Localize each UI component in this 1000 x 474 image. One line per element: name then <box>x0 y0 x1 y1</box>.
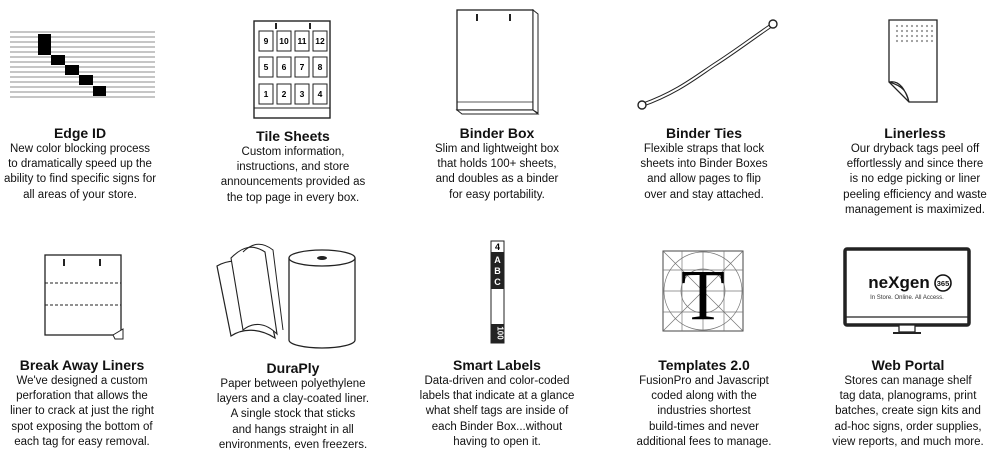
feature-desc-line: batches, create sign kits and <box>835 405 981 418</box>
feature-desc-line: ability to find specific signs for <box>3 173 157 186</box>
feature-desc-line: additional fees to manage. <box>636 435 772 448</box>
feature-desc-line: A single stock that sticks <box>230 408 356 421</box>
feature-title: Edge ID <box>53 125 107 141</box>
feature-smart-labels <box>397 357 597 450</box>
feature-templates <box>604 357 804 450</box>
feature-title: Linerless <box>884 125 946 141</box>
feature-desc-line: perforation that allows the <box>16 390 148 403</box>
feature-desc-line: liner to crack at just the right <box>10 405 154 418</box>
tile-label: 1 <box>263 89 269 99</box>
smart-label-char: B <box>494 266 501 276</box>
feature-desc-line: environments, even freezers. <box>218 438 368 451</box>
smart-label-char: 4 <box>494 242 501 252</box>
feature-desc-line: is no edge picking or liner <box>849 173 981 186</box>
tile-label: 2 <box>281 89 287 99</box>
feature-desc-line: Paper between polyethylene <box>220 378 366 390</box>
tile-label: 7 <box>299 62 305 72</box>
feature-desc-line: announcements provided as <box>220 176 366 189</box>
feature-title: Binder Ties <box>666 125 742 141</box>
tile-sheets-icon <box>253 20 333 125</box>
feature-desc-line: Data-driven and color-coded <box>424 375 570 387</box>
feature-desc-line: for easy portability. <box>449 188 545 201</box>
feature-desc-line: effortlessly and since there <box>846 158 984 171</box>
feature-tile-sheets <box>193 128 393 206</box>
tile-label: 9 <box>263 36 269 46</box>
feature-desc-line: ad-hoc signs, order supplies, <box>834 420 982 433</box>
tile-label: 3 <box>299 89 305 99</box>
smart-label-char: A <box>494 255 501 265</box>
linerless-icon <box>885 16 945 113</box>
feature-title: Tile Sheets <box>256 128 330 144</box>
feature-desc-line: the top page in every box. <box>226 191 360 204</box>
feature-desc-line: to dramatically speed up the <box>8 158 152 171</box>
feature-desc-line: and allow pages to flip <box>647 173 761 186</box>
feature-binder-box <box>397 125 597 203</box>
tile-label: 10 <box>279 36 289 46</box>
feature-title: Web Portal <box>871 357 945 373</box>
tile-label: 8 <box>317 62 323 72</box>
binder-box-icon <box>455 8 545 123</box>
feature-desc-line: Flexible straps that lock <box>643 143 765 155</box>
tile-label: 12 <box>315 36 325 46</box>
feature-desc-line: what shelf tags are inside of <box>425 405 569 418</box>
feature-desc-line: layers and a clay-coated liner. <box>216 393 370 406</box>
feature-desc-line: peeling efficiency and waste <box>843 188 987 201</box>
feature-title: Smart Labels <box>453 357 541 373</box>
smart-labels-icon <box>490 240 506 351</box>
feature-desc-line: all areas of your store. <box>23 188 137 201</box>
portal-logo: neXgen <box>868 273 930 292</box>
feature-web-portal <box>808 357 1000 450</box>
feature-duraply <box>193 360 393 453</box>
templates-icon <box>662 250 746 339</box>
tile-label: 11 <box>297 36 307 46</box>
feature-desc-line: that holds 100+ sheets, <box>437 158 557 171</box>
feature-linerless <box>815 125 1000 218</box>
binder-ties-icon <box>636 15 786 120</box>
feature-desc-line: sheets into Binder Boxes <box>640 158 768 171</box>
web-portal-icon <box>843 245 973 345</box>
feature-desc-line: build-times and never <box>649 420 759 433</box>
feature-desc-line: each Binder Box...without <box>431 420 563 433</box>
tile-label: 5 <box>263 62 269 72</box>
break-away-liners-icon <box>43 253 128 348</box>
feature-desc-line: Stores can manage shelf <box>844 375 972 387</box>
feature-desc-line: Slim and lightweight box <box>434 143 559 155</box>
feature-desc-line: and hangs straight in all <box>232 423 354 436</box>
feature-desc-line: view reports, and much more. <box>832 435 984 448</box>
smart-label-char: 100 <box>495 326 505 340</box>
feature-desc-line: Custom information, <box>241 146 345 158</box>
feature-desc-line: coded along with the <box>651 390 757 403</box>
feature-desc-line: We've designed a custom <box>16 375 148 387</box>
feature-break-away-liners <box>0 357 182 450</box>
smart-label-char: C <box>494 277 501 287</box>
templates-glyph: T <box>681 255 725 335</box>
feature-desc-line: having to open it. <box>453 435 541 448</box>
feature-desc-line: tag data, planograms, print <box>839 390 977 403</box>
feature-desc-line: over and stay attached. <box>644 188 764 201</box>
feature-title: Templates 2.0 <box>658 357 750 373</box>
edge-id-icon <box>10 28 155 105</box>
tile-label: 4 <box>317 89 323 99</box>
feature-desc-line: labels that indicate at a glance <box>419 390 575 403</box>
portal-tagline: In Store. Online. All Access. <box>870 295 944 301</box>
feature-binder-ties <box>604 125 804 203</box>
feature-edge-id <box>0 125 180 203</box>
feature-desc-line: and doubles as a binder <box>435 173 559 186</box>
feature-desc-line: Our dryback tags peel off <box>850 143 980 155</box>
feature-desc-line: New color blocking process <box>10 143 150 155</box>
feature-desc-line: spot exposing the bottom of <box>11 420 153 433</box>
feature-title: Break Away Liners <box>19 357 145 373</box>
feature-title: DuraPly <box>266 360 320 376</box>
feature-desc-line: each tag for easy removal. <box>14 435 150 448</box>
tile-label: 6 <box>281 62 287 72</box>
duraply-icon <box>213 238 363 353</box>
feature-title: Binder Box <box>459 125 535 141</box>
feature-desc-line: industries shortest <box>657 405 751 418</box>
feature-desc-line: management is maximized. <box>845 203 985 216</box>
feature-desc-line: instructions, and store <box>236 161 350 174</box>
portal-logo-badge: 365 <box>936 279 950 288</box>
feature-desc-line: FusionPro and Javascript <box>639 375 769 387</box>
